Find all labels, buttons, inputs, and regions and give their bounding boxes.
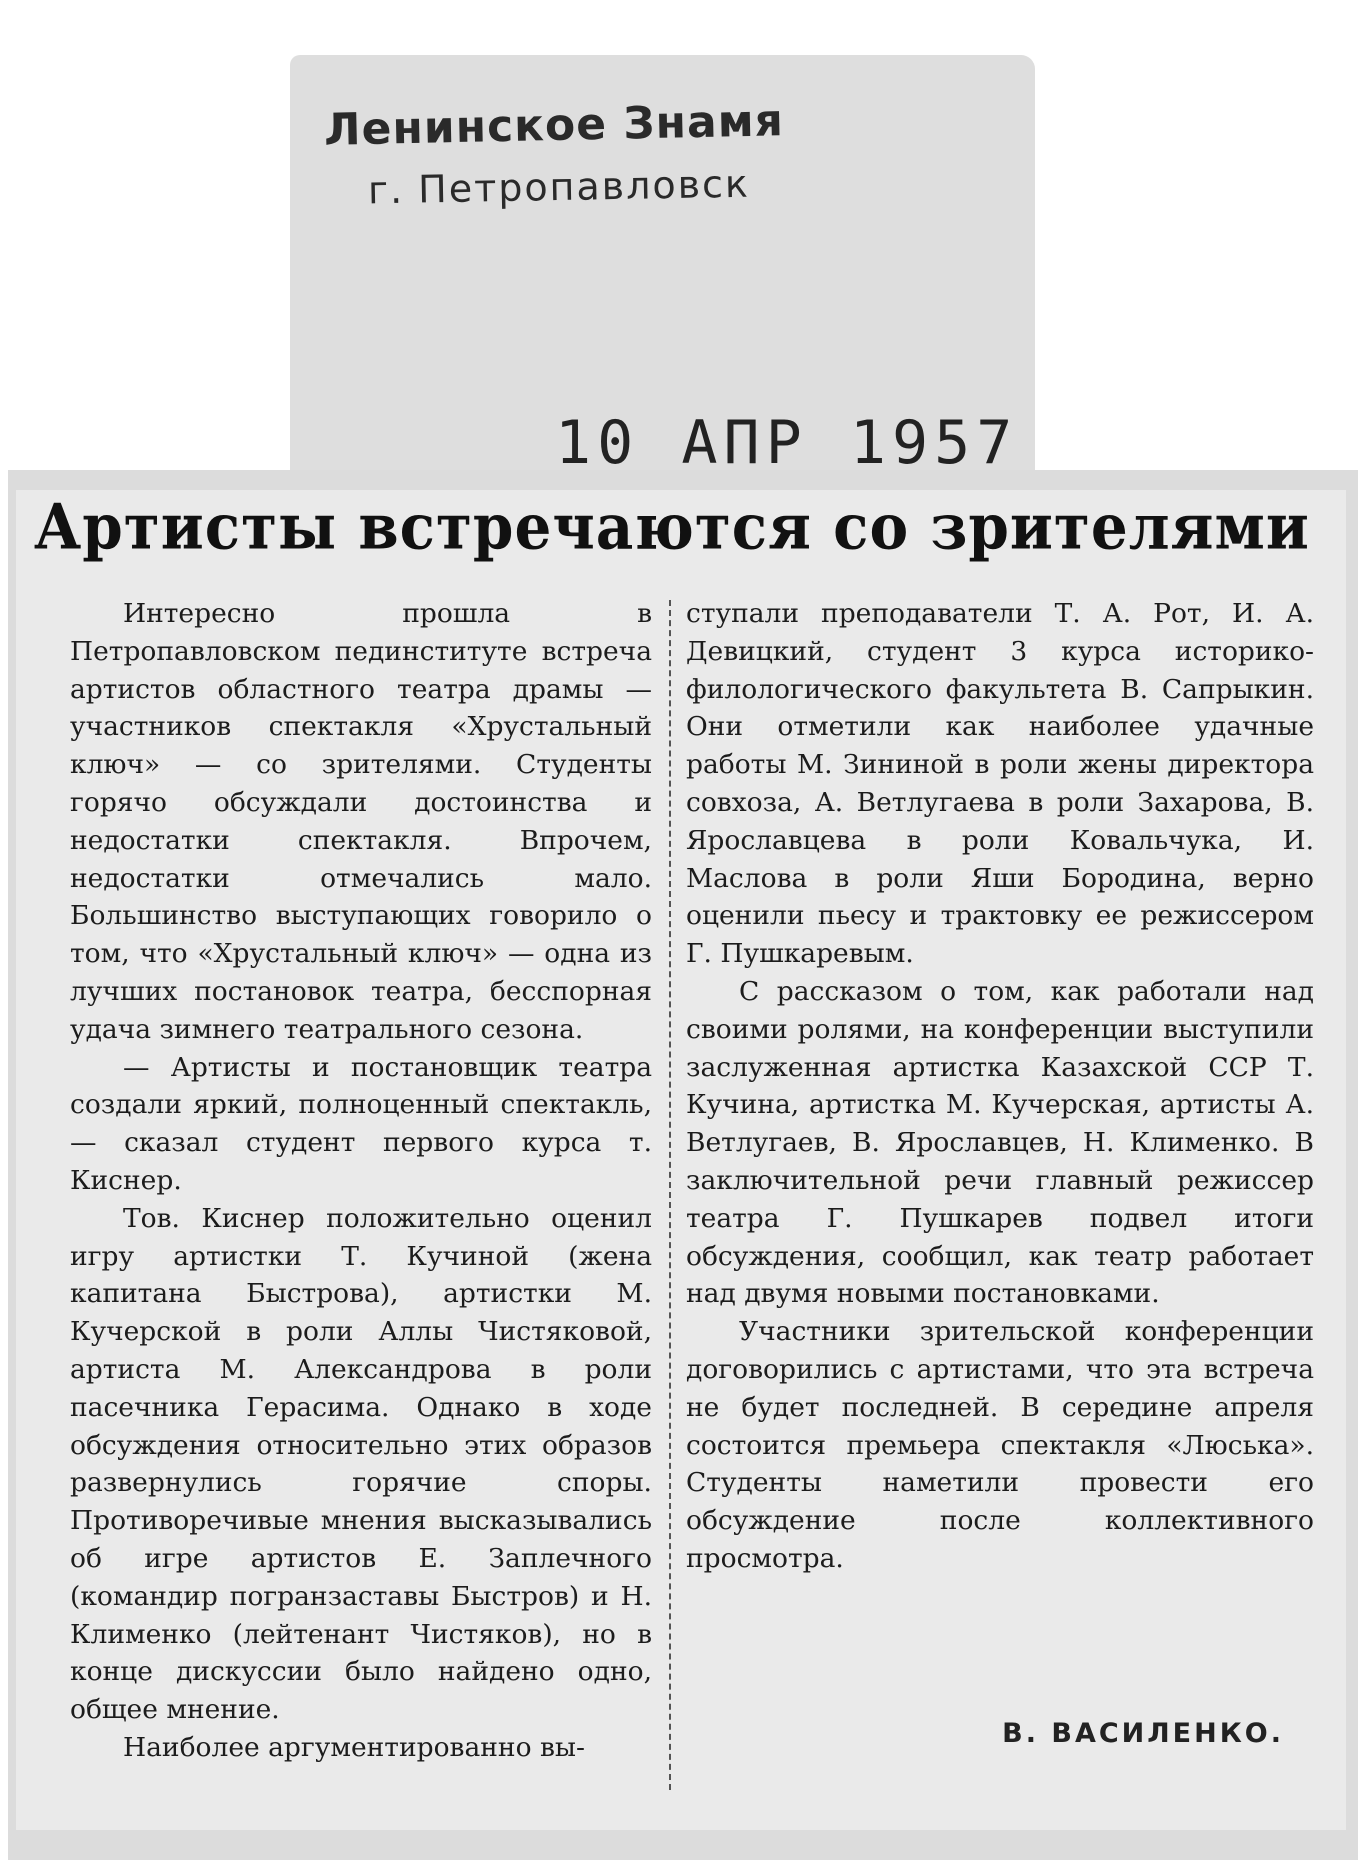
article-paragraph: С рассказом о том, как работали над своими ролями, на конференции выступили заслуженная артистка Казахской ССР Т. Кучина, артистка М. Кучерская, артисты А. Ветлугаев, В. Ярославцев, Н. Клименко. В заключительной речи главный режиссер театра Г. Пушкарев подвел итоги обсуждения, сообщил, как театр работает над двумя новыми постановками. [686,975,1314,1310]
article-paragraph: Участники зрительской конференции договорились с артистами, что эта встреча не будет последней. В середине апреля состоится премьера спектакля «Люська». Студенты наметили провести его обсуждение после коллективного просмотра. [686,1316,1314,1574]
date-stamp: 10 АПР 1957 [555,408,1019,478]
newspaper-city: г. Петропавловск [367,161,751,213]
article-paragraph: — Артисты и постановщик театра создали яркий, полноценный спектакль, — сказал студент первого курса т. Киснер. [70,1051,652,1196]
article-paragraph: Интересно прошла в Петропавловском пединституте встреча артистов областного театра драмы — участников спектакля «Хрустальный ключ» — со зрителями. Студенты горячо обсуждали достоинства и недостатки спектакля. Впрочем, недостатки отмечались мало. Большинство выступающих говорило о том, что «Хрустальный ключ» — одна из лучших постановок театра, бесспорная удача зимнего театрального сезона. [70,598,652,1045]
newspaper-name: Ленинское Знамя [323,95,785,156]
author-signature: В. ВАСИЛЕНКО. [1002,1718,1284,1749]
article-paragraph: Тов. Киснер положительно оценил игру артистки Т. Кучиной (жена капитана Быстрова), артистки М. Кучерской в роли Аллы Чистяковой, артиста М. Александрова в роли пасечника Герасима. Однако в ходе обсуждения относительно этих образов развернулись горячие споры. Противоречивые мнения высказывались об игре артистов Е. Заплечного (командир погранзаставы Быстров) и Н. Клименко (лейтенант Чистяков), но в конце дискуссии было найдено одно, общее мнение. [70,1202,652,1726]
article-column-left [70,595,652,1767]
article-paragraph: ступали преподаватели Т. А. Рот, И. А. Девицкий, студент 3 курса историко-филологического факультета В. Сапрыкин. Они отметили как наиболее удачные работы М. Зининой в роли жены директора совхоза, А. Ветлугаева в роли Захарова, В. Ярославцева в роли Ковальчука, И. Маслова в роли Яши Бородина, верно оценили пьесу и трактовку ее режиссером Г. Пушкаревым. [686,598,1314,970]
column-divider [669,600,671,1790]
article-paragraph: Наиболее аргументированно вы- [123,1731,585,1763]
article-column-right [686,595,1314,1578]
article-headline: Артисты встречаются со зрителями [34,490,1310,564]
